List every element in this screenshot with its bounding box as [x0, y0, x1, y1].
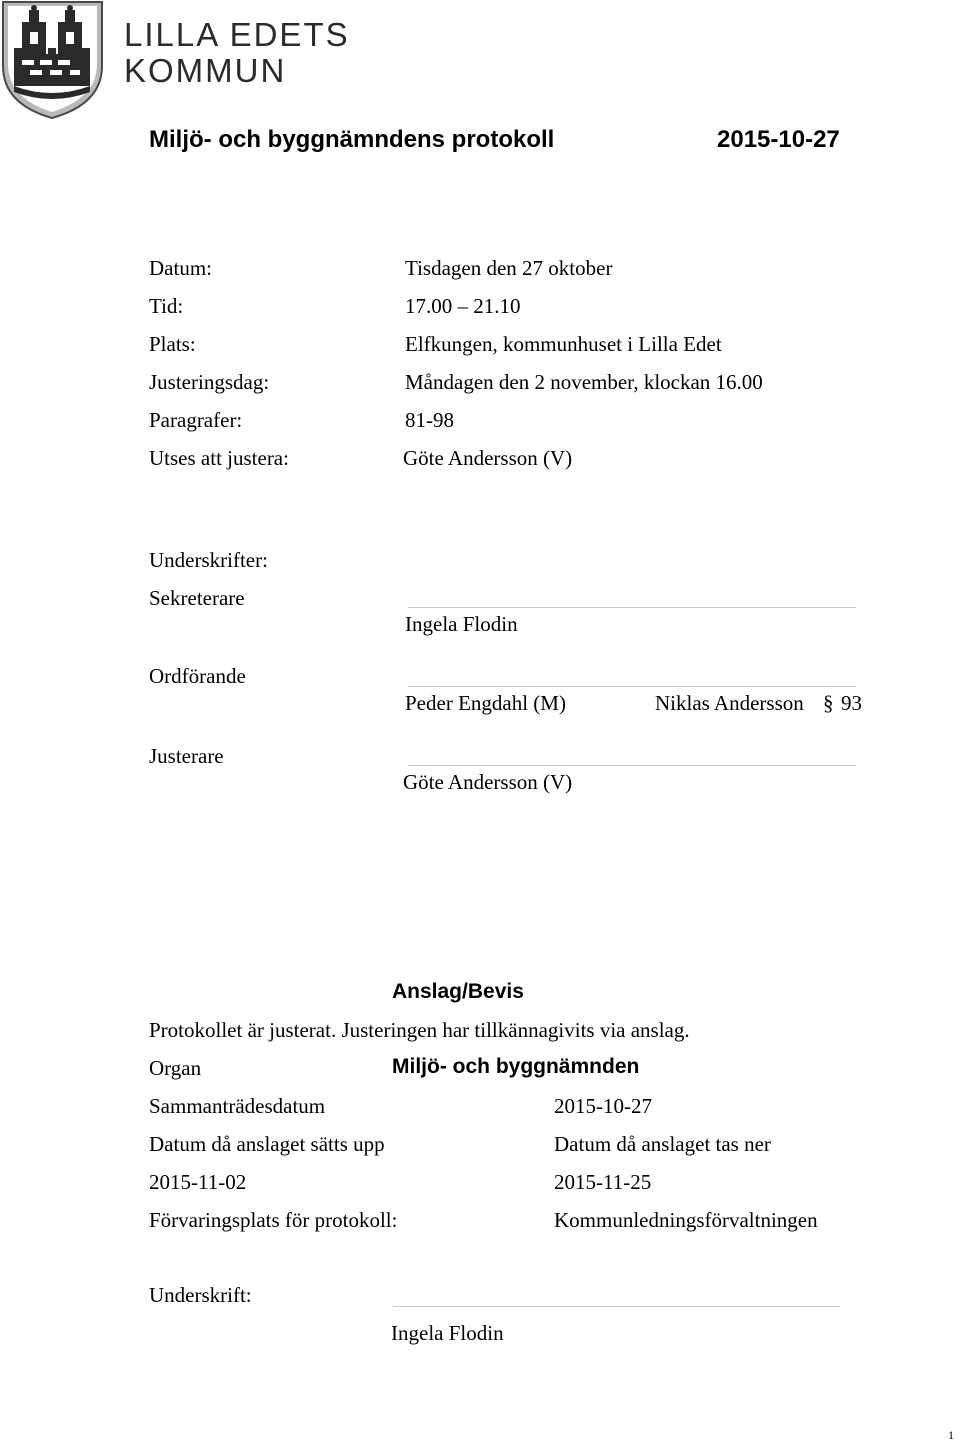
- chair-name: Peder Engdahl (M): [405, 691, 566, 715]
- protocol-date: 2015-10-27: [717, 126, 840, 153]
- organ-label: Organ: [149, 1056, 202, 1080]
- chair-signature-line: [408, 686, 856, 687]
- meeting-date-label: Sammanträdesdatum: [149, 1094, 326, 1118]
- field-value-justeringsdag: Måndagen den 2 november, klockan 16.00: [405, 370, 763, 394]
- field-label-justeringsdag: Justeringsdag:: [149, 370, 270, 394]
- section-mark: §: [823, 691, 834, 715]
- meeting-date-value: 2015-10-27: [554, 1094, 652, 1118]
- chair-alt-name: Niklas Andersson: [655, 691, 804, 715]
- secretary-name: Ingela Flodin: [405, 612, 518, 636]
- organ-value: Miljö- och byggnämnden: [392, 1055, 640, 1078]
- page-title: Miljö- och byggnämndens protokoll: [149, 126, 555, 153]
- field-value-utses: Göte Andersson (V): [403, 446, 573, 470]
- posted-date-label: Datum då anslaget sätts upp: [149, 1132, 385, 1156]
- field-label-tid: Tid:: [149, 294, 184, 318]
- coat-of-arms-logo: [0, 0, 105, 120]
- posted-date-value: 2015-11-02: [149, 1170, 247, 1194]
- notice-statement: Protokollet är justerat. Justeringen har tillkännagivits via anslag.: [149, 1018, 690, 1042]
- signature-label: Underskrift:: [149, 1283, 252, 1307]
- chair-label: Ordförande: [149, 664, 246, 688]
- adjuster-name: Göte Andersson (V): [403, 770, 573, 794]
- removed-date-label: Datum då anslaget tas ner: [554, 1132, 771, 1156]
- storage-value: Kommunledningsförvaltningen: [554, 1208, 818, 1232]
- field-label-datum: Datum:: [149, 256, 212, 280]
- field-value-plats: Elfkungen, kommunhuset i Lilla Edet: [405, 332, 722, 356]
- field-label-paragrafer: Paragrafer:: [149, 408, 243, 432]
- org-name-line1: LILLA EDETS: [124, 16, 350, 53]
- section-number: 93: [841, 691, 862, 715]
- secretary-signature-line: [408, 607, 856, 608]
- notice-heading: Anslag/Bevis: [392, 980, 524, 1003]
- signatures-heading: Underskrifter:: [149, 548, 268, 572]
- adjuster-signature-line: [408, 765, 856, 766]
- removed-date-value: 2015-11-25: [554, 1170, 652, 1194]
- storage-label: Förvaringsplats för protokoll:: [149, 1208, 398, 1232]
- notice-signature-line: [393, 1306, 840, 1307]
- field-value-tid: 17.00 – 21.10: [405, 294, 521, 318]
- field-label-utses: Utses att justera:: [149, 446, 289, 470]
- field-label-plats: Plats:: [149, 332, 196, 356]
- page-number: 1: [948, 1428, 954, 1442]
- secretary-label: Sekreterare: [149, 586, 245, 610]
- signature-name: Ingela Flodin: [391, 1321, 504, 1345]
- org-name-line2: KOMMUN: [124, 52, 287, 89]
- adjuster-label: Justerare: [149, 744, 224, 768]
- field-value-paragrafer: 81-98: [405, 408, 454, 432]
- field-value-datum: Tisdagen den 27 oktober: [405, 256, 613, 280]
